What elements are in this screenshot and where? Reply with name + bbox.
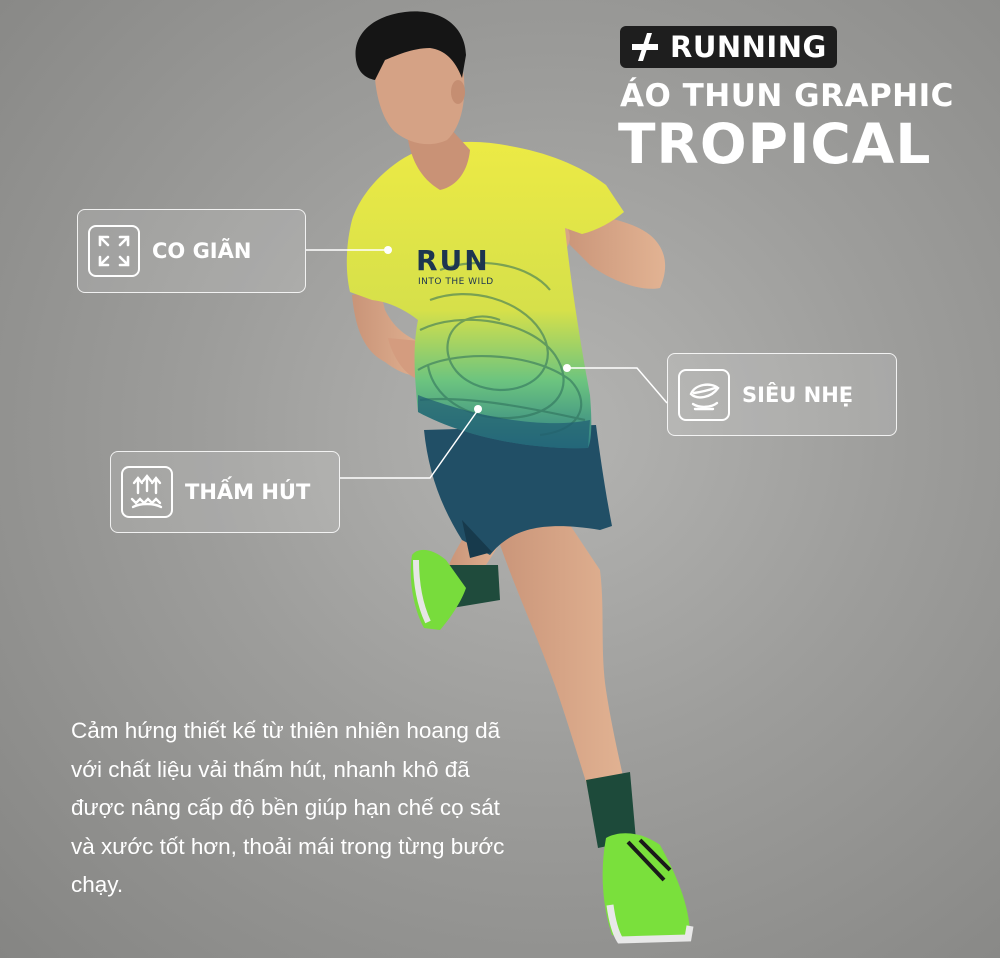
feature-label-absorb: THẤM HÚT — [185, 480, 311, 504]
moisture-wicking-icon — [121, 466, 173, 518]
feature-label-light: SIÊU NHẸ — [742, 382, 854, 407]
shirt-print-run: RUN — [416, 244, 490, 277]
feature-label-stretch: CO GIÃN — [152, 239, 252, 263]
feature-callout-absorb — [110, 451, 340, 533]
feature-callout-light — [667, 353, 897, 436]
shirt-print-tagline: INTO THE WILD — [418, 277, 494, 287]
product-description: Cảm hứng thiết kế từ thiên nhiên hoang dã với chất liệu vải thấm hút, nhanh khô đã được nâng cấp độ bền giúp hạn chế cọ sát và xước tốt hơn, thoải mái trong từng bước chạy. — [71, 718, 505, 897]
feather-leaf-icon — [678, 369, 730, 421]
product-title-line1: ÁO THUN GRAPHIC — [620, 78, 954, 114]
product-title-line2: TROPICAL — [618, 112, 932, 176]
stretch-arrows-icon — [88, 225, 140, 277]
plus-slash-icon — [628, 30, 662, 64]
badge-label: RUNNING — [670, 30, 827, 64]
category-badge — [620, 26, 837, 68]
feature-callout-stretch — [77, 209, 306, 293]
